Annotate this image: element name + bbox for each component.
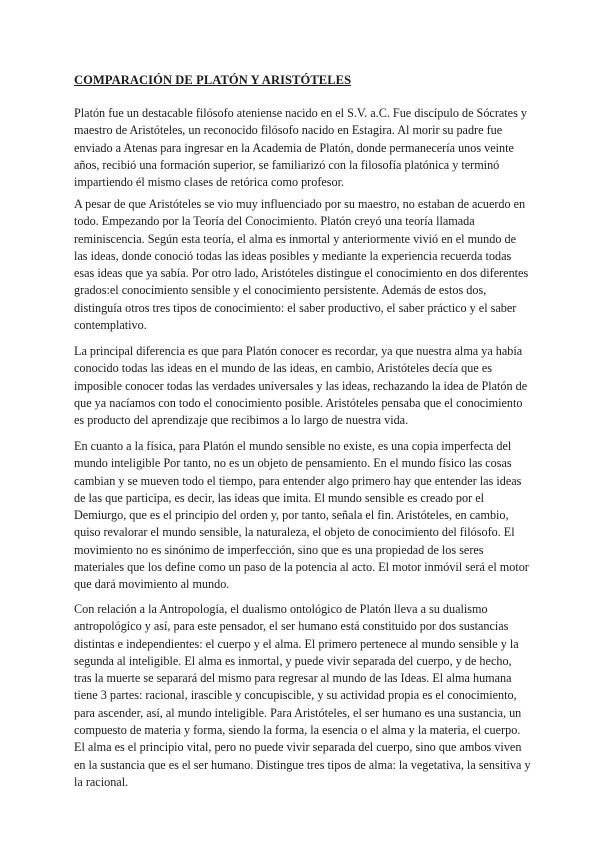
paragraph-anthropology: Con relación a la Antropología, el dualismo ontológico de Platón lleva a su dualismo antropológico y así, para este pensador, el ser humano está constituido por dos sustancias distintas e independientes: el cuerpo y el alma. El primero pertenece al mundo sensible y la segunda al inteligible. El alma es inmortal, y puede vivir separada del cuerpo, y de hecho, tras la muerte se separará del mismo para regresar al mundo de las Ideas. El alma humana tiene 3 partes: racional, irascible y concupiscible, y su actividad propia es el conocimiento, para ascender, así, al mundo inteligible. Para Aristóteles, el ser humano es una sustancia, un compuesto de materia y forma, siendo la forma, la esencia o el alma y la materia, el cuerpo. El alma es el principio vital, pero no puede vivir separada del cuerpo, sino que ambos viven en la sustancia que es el ser humano. Distingue tres tipos de alma: la vegetativa, la sensitiva y la racional. bbox=[74, 602, 531, 789]
paragraph-main-difference: La principal diferencia es que para Platón conocer es recordar, ya que nuestra alma ya había conocido todas las ideas en el mundo de las ideas, en cambio, Aristóteles decía que es imposible conocer todas las verdades universales y las ideas, rechazando la idea de Platón de que ya nacíamos con todo el conocimiento posible. Aristóteles pensaba que el conocimiento es producto del aprendizaje que recibimos a lo largo de nuestra vida. bbox=[74, 344, 528, 428]
paragraph-intro: Platón fue un destacable filósofo ateniense nacido en el S.V. a.C. Fue discípulo de Sócrates y maestro de Aristóteles, un reconocido filósofo nacido en Estagira. Al morir su padre fue enviado a Atenas para ingresar en la Academia de Platón, donde permanecería unos veinte años, recibió una formación superior, se familiarizó con la filosofía platónica y terminó impartiendo él mismo clases de retórica como profesor. bbox=[74, 106, 527, 190]
paragraph-physics: En cuanto a la física, para Platón el mundo sensible no existe, es una copia imperfecta del mundo inteligible Por tanto, no es un objeto de pensamiento. En el mundo físico las cosas cambian y se mueven todo el tiempo, para entender algo primero hay que entender las ideas de las que participa, es decir, las ideas que imita. El mundo sensible es creado por el Demiurgo, que es el principio del orden y, por tanto, señala el fin. Aristóteles, en cambio, quiso revalorar el mundo sensible, la naturaleza, el objeto de conocimiento del filósofo. El movimiento no es sinónimo de imperfección, sino que es una propiedad de los seres materiales que los define como un paso de la potencia al acto. El motor inmóvil será el motor que dará movimiento al mundo. bbox=[74, 439, 529, 592]
paragraph-knowledge-theory: A pesar de que Aristóteles se vio muy influenciado por su maestro, no estaban de acuerdo en todo. Empezando por la Teoría del Conocimiento. Platón creyó una teoría llamada reminiscencia. Según esta teoría, el alma es inmortal y anteriormente vivió en el mundo de las ideas, donde conoció todas las ideas posibles y mediante la experiencia recuerda todas esas ideas que ya sabía. Por otro lado, Aristóteles distingue el conocimiento en dos diferentes grados:el conocimiento sensible y el conocimiento persistente. Además de estos dos, distinguía otros tres tipos de conocimiento: el saber productivo, el saber práctico y el saber contemplativo. bbox=[74, 197, 529, 333]
document-title: COMPARACIÓN DE PLATÓN Y ARISTÓTELES bbox=[74, 73, 352, 87]
